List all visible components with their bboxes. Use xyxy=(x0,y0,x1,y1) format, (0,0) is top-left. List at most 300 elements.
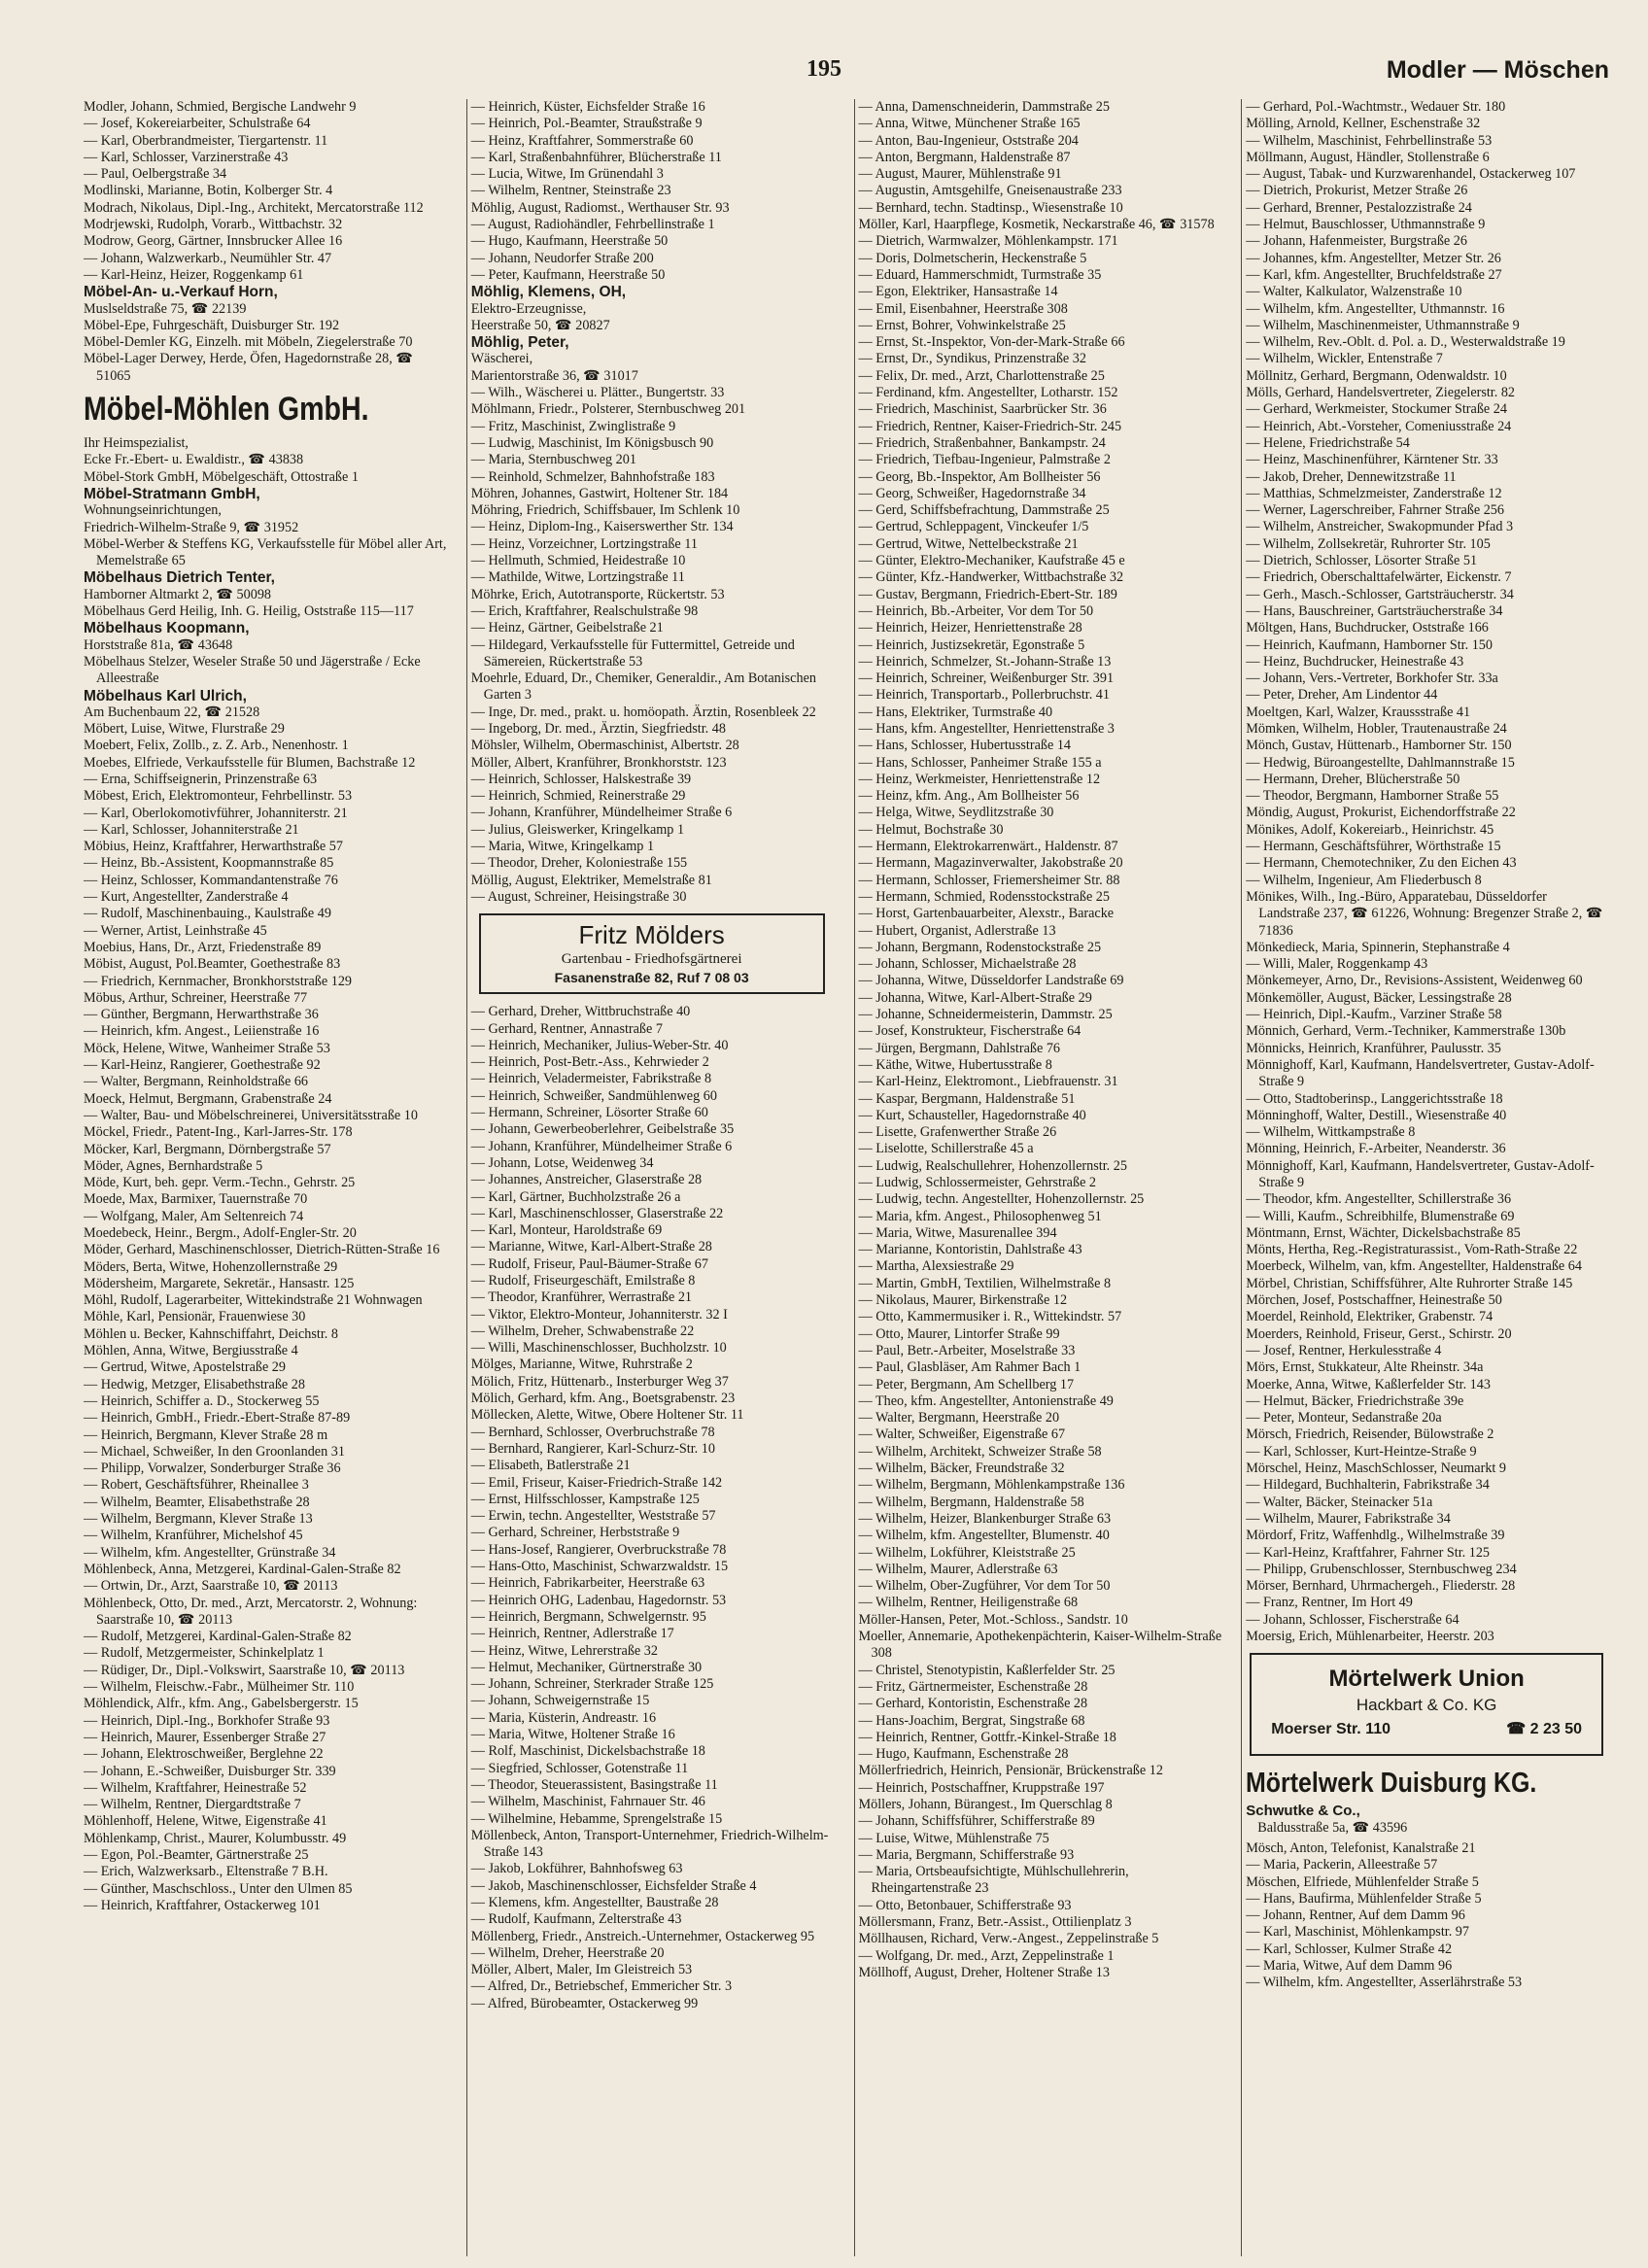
directory-entry: — Jakob, Maschinenschlosser, Eichsfelder Straße 4 xyxy=(470,1877,757,1894)
directory-entry: Möhren, Johannes, Gastwirt, Holtener Str. 184 xyxy=(470,485,729,501)
directory-entry: — Wilhelm, Fleischw.-Fabr., Mülheimer Str. 110 xyxy=(84,1679,355,1696)
directory-entry: — Peter, Monteur, Sedanstraße 20a xyxy=(1246,1410,1442,1426)
page-number: 195 xyxy=(807,56,841,82)
directory-entry: — Liselotte, Schillerstraße 45 a xyxy=(858,1141,1034,1157)
directory-entry: — Johann, Bergmann, Rodenstockstraße 25 xyxy=(858,939,1102,955)
advert-line: Gartenbau - Friedhofsgärtnerei xyxy=(561,951,742,968)
directory-entry: Möbel-Demler KG, Einzelh. mit Möbeln, Ziegelerstraße 70 xyxy=(84,334,413,351)
directory-entry: Möhlen u. Becker, Kahnschiffahrt, Deichstr. 8 xyxy=(84,1325,338,1342)
directory-entry: — Hans, Schlosser, Panheimer Straße 155 a xyxy=(858,754,1102,771)
advert-line: Schwutke & Co., xyxy=(1246,1803,1360,1820)
directory-entry: — Wilhelm, Kraftfahrer, Heinestraße 52 xyxy=(84,1779,307,1796)
directory-entry: Modrjewski, Rudolph, Vorarb., Wittbachstr. 32 xyxy=(84,217,343,233)
directory-entry: — Reinhold, Schmelzer, Bahnhofstraße 183 xyxy=(470,468,715,485)
directory-entry: Moeller, Annemarie, Apothekenpächterin, Kaiser-Wilhelm-Straße 308 xyxy=(858,1629,1222,1662)
directory-entry: Mörser, Bernhard, Uhrmachergeh., Fliederstr. 28 xyxy=(1246,1578,1516,1595)
directory-entry: — Erich, Walzwerksarb., Eltenstraße 7 B.H. xyxy=(84,1864,328,1880)
directory-entry: Moerbeck, Wilhelm, van, kfm. Angestellter, Haldenstraße 64 xyxy=(1246,1258,1582,1275)
directory-entry: — Felix, Dr. med., Arzt, Charlottenstraße 25 xyxy=(858,367,1105,384)
directory-entry: — Nikolaus, Maurer, Birkenstraße 12 xyxy=(858,1292,1068,1309)
directory-entry: Mönkedieck, Maria, Spinnerin, Stephanstraße 4 xyxy=(1246,939,1510,955)
directory-entry: — Karl, Straßenbahnführer, Blücherstraße 11 xyxy=(470,149,722,165)
directory-entry: — Wilhelm, kfm. Angestellter, Grünstraße 34 xyxy=(84,1544,336,1561)
directory-entry: — Heinrich, Fabrikarbeiter, Heerstraße 63 xyxy=(470,1575,705,1592)
directory-entry: — Josef, Rentner, Herkulesstraße 4 xyxy=(1246,1342,1442,1358)
directory-entry: Möhlmann, Friedr., Polsterer, Sternbuschweg 201 xyxy=(470,401,746,418)
directory-entry: — Luise, Witwe, Mühlenstraße 75 xyxy=(858,1830,1049,1846)
directory-entry: — Heinrich, Rentner, Gottfr.-Kinkel-Straße 18 xyxy=(858,1729,1116,1745)
directory-entry: — Johann, Schreiner, Sterkrader Straße 125 xyxy=(470,1676,714,1693)
directory-entry: — Johann, Schlosser, Fischerstraße 64 xyxy=(1246,1611,1459,1628)
directory-entry: Friedrich-Wilhelm-Straße 9, ☎ 31952 xyxy=(84,519,299,535)
directory-entry: — Hermann, Elektrokarrenwärt., Haldenstr. 87 xyxy=(858,839,1118,855)
directory-entry: — Emil, Eisenbahner, Heerstraße 308 xyxy=(858,300,1068,317)
directory-entry: — Heinz, Buchdrucker, Heinestraße 43 xyxy=(1246,653,1464,670)
directory-entry: — Fritz, Gärtnermeister, Eschenstraße 28 xyxy=(858,1678,1088,1695)
directory-entry: — Maria, Witwe, Kringelkamp 1 xyxy=(470,839,655,855)
directory-entry: Mönnighoff, Karl, Kaufmann, Handelsvertreter, Gustav-Adolf-Straße 9 xyxy=(1246,1056,1595,1090)
directory-entry: Möhlenkamp, Christ., Maurer, Kolumbusstr. 49 xyxy=(84,1830,347,1846)
directory-entry: — Peter, Dreher, Am Lindentor 44 xyxy=(1246,687,1438,704)
directory-entry: — Karl, Schlosser, Johanniterstraße 21 xyxy=(84,821,299,838)
directory-entry: Moeltgen, Karl, Walzer, Kraussstraße 41 xyxy=(1246,704,1471,720)
directory-entry: — Kurt, Angestellter, Zanderstraße 4 xyxy=(84,889,289,906)
directory-entry: — Helene, Friedrichstraße 54 xyxy=(1246,434,1410,451)
directory-entry: — Lisette, Grafenwerther Straße 26 xyxy=(858,1124,1057,1141)
directory-entry: — Willi, Kaufm., Schreibhilfe, Blumenstraße 69 xyxy=(1246,1208,1515,1224)
directory-entry: Möbist, August, Pol.Beamter, Goethestraße 83 xyxy=(84,956,341,973)
company-entry: Möbelhaus Dietrich Tenter, xyxy=(84,569,275,587)
directory-entry: Möckel, Friedr., Patent-Ing., Karl-Jarres-Str. 178 xyxy=(84,1124,353,1141)
directory-entry: Muslseldstraße 75, ☎ 22139 xyxy=(84,300,247,317)
directory-entry: — Ludwig, Schlossermeister, Gehrstraße 2 xyxy=(858,1175,1097,1190)
directory-entry: — Georg, Schweißer, Hagedornstraße 34 xyxy=(858,485,1086,501)
directory-entry: Möhlenhoff, Helene, Witwe, Eigenstraße 41 xyxy=(84,1813,327,1830)
directory-entry: — Karl, Maschinenschlosser, Glaserstraße 22 xyxy=(470,1205,724,1221)
directory-entry: — Heinrich, Bergmann, Klever Straße 28 m xyxy=(84,1426,328,1443)
directory-entry: — Maria, Küsterin, Andreastr. 16 xyxy=(470,1709,657,1726)
directory-entry: Möller, Albert, Maler, Im Gleistreich 53 xyxy=(470,1962,693,1978)
directory-entry: Moehrle, Eduard, Dr., Chemiker, Generaldir., Am Botanischen Garten 3 xyxy=(470,670,816,704)
directory-entry: — Friedrich, Oberschalttafelwärter, Eickenstr. 7 xyxy=(1246,569,1512,586)
directory-entry: — Paul, Betr.-Arbeiter, Moselstraße 33 xyxy=(858,1342,1076,1358)
directory-entry: Mörs, Ernst, Stukkateur, Alte Rheinstr. 34a xyxy=(1246,1359,1484,1376)
directory-entry: Möder, Gerhard, Maschinenschlosser, Dietrich-Rütten-Straße 16 xyxy=(84,1242,440,1258)
directory-entry: Möbert, Luise, Witwe, Flurstraße 29 xyxy=(84,721,285,738)
directory-entry: Mönts, Hertha, Reg.-Registraturassist., Vom-Rath-Straße 22 xyxy=(1246,1242,1578,1258)
company-entry: Möhlig, Peter, xyxy=(470,334,569,352)
directory-entry: — Walter, Bau- und Möbelschreinerei, Universitätsstraße 10 xyxy=(84,1107,418,1123)
directory-entry: — Günter, Elektro-Mechaniker, Kaufstraße 45 e xyxy=(858,553,1125,569)
directory-entry: — Friedrich, Tiefbau-Ingenieur, Palmstraße 2 xyxy=(858,452,1111,468)
directory-entry: Ecke Fr.-Ebert- u. Ewaldistr., ☎ 43838 xyxy=(84,452,304,468)
directory-entry: — Wilhelm, Maurer, Adlerstraße 63 xyxy=(858,1561,1058,1577)
directory-entry: — Wilhelm, Maschinenmeister, Uthmannstraße 9 xyxy=(1246,317,1520,333)
directory-entry: Möller, Karl, Haarpflege, Kosmetik, Neckarstraße 46, ☎ 31578 xyxy=(858,217,1215,233)
directory-entry: Mönnighoff, Karl, Kaufmann, Handelsvertreter, Gustav-Adolf-Straße 9 xyxy=(1246,1157,1595,1190)
directory-entry: Möders, Berta, Witwe, Hohenzollernstraße 29 xyxy=(84,1258,338,1275)
directory-entry: — Peter, Kaufmann, Heerstraße 50 xyxy=(470,266,666,283)
directory-entry: Möbest, Erich, Elektromonteur, Fehrbellinstr. 53 xyxy=(84,788,353,805)
directory-entry: Möhring, Friedrich, Schiffsbauer, Im Schlenk 10 xyxy=(470,502,740,519)
directory-entry: — Augustin, Amtsgehilfe, Gneisenaustraße 233 xyxy=(858,183,1122,199)
directory-entry: Möltgen, Hans, Buchdrucker, Oststraße 166 xyxy=(1246,620,1489,636)
directory-entry: Möschen, Elfriede, Mühlenfelder Straße 5 xyxy=(1246,1873,1479,1890)
directory-entry: — Inge, Dr. med., prakt. u. homöopath. Ärztin, Rosenbleek 22 xyxy=(470,704,816,720)
directory-entry: — Maria, Packerin, Alleestraße 57 xyxy=(1246,1857,1438,1873)
directory-entry: Möhlenbeck, Anna, Metzgerei, Kardinal-Galen-Straße 82 xyxy=(84,1561,401,1577)
directory-entry: — Bernhard, Rangierer, Karl-Schurz-Str. 10 xyxy=(470,1440,715,1457)
directory-entry: — Johann, Walzwerkarb., Neumühler Str. 47 xyxy=(84,250,332,266)
company-entry: Möbel-Stratmann GmbH, xyxy=(84,485,260,502)
directory-entry: Moeck, Helmut, Bergmann, Grabenstraße 24 xyxy=(84,1090,332,1107)
directory-entry: — Gertrud, Schleppagent, Vinckeufer 1/5 xyxy=(858,519,1089,535)
directory-entry: — Theodor, Dreher, Koloniestraße 155 xyxy=(470,855,688,872)
directory-entry: — Karl, Schlosser, Varzinerstraße 43 xyxy=(84,149,289,165)
directory-entry: — Günter, Kfz.-Handwerker, Wittbachstraße 32 xyxy=(858,569,1124,586)
directory-entry: — Erwin, techn. Angestellter, Weststraße 57 xyxy=(470,1508,716,1525)
directory-entry: — Heinrich, Schweißer, Sandmühlenweg 60 xyxy=(470,1087,717,1104)
directory-entry: — Heinz, Maschinenführer, Kärntener Str. 33 xyxy=(1246,452,1498,468)
directory-entry: — Gertrud, Witwe, Nettelbeckstraße 21 xyxy=(858,535,1079,552)
directory-entry: Möllers, Johann, Bürangest., Im Querschlag 8 xyxy=(858,1796,1113,1812)
directory-entry: — Werner, Artist, Leinhstraße 45 xyxy=(84,922,267,939)
directory-entry: — Heinz, Gärtner, Geibelstraße 21 xyxy=(470,620,664,636)
directory-entry: — Heinrich, Dipl.-Kaufm., Varziner Straße 58 xyxy=(1246,1007,1502,1023)
directory-entry: — Karl-Heinz, Elektromont., Liebfrauenstr. 31 xyxy=(858,1074,1118,1090)
directory-entry: Mörchen, Josef, Postschaffner, Heinestraße 50 xyxy=(1246,1292,1502,1309)
directory-entry: Moebes, Elfriede, Verkaufsstelle für Blumen, Bachstraße 12 xyxy=(84,754,416,771)
advert-title: Mörtelwerk Union xyxy=(1328,1666,1525,1693)
directory-entry: — Johann, Hafenmeister, Burgstraße 26 xyxy=(1246,233,1467,250)
directory-entry: Mödersheim, Margarete, Sekretär., Hansastr. 125 xyxy=(84,1275,355,1291)
directory-entry: — Helga, Witwe, Seydlitzstraße 30 xyxy=(858,805,1054,821)
directory-entry: — Ludwig, Realschullehrer, Hohenzollernstr. 25 xyxy=(858,1157,1127,1174)
directory-entry: Möde, Kurt, beh. gepr. Verm.-Techn., Gehrstr. 25 xyxy=(84,1175,356,1191)
directory-entry: — Wilhelm, Dreher, Schwabenstraße 22 xyxy=(470,1323,695,1339)
directory-entry: — Georg, Bb.-Inspektor, Am Bollheister 56 xyxy=(858,468,1101,485)
directory-entry: — Rudolf, Friseur, Paul-Bäumer-Straße 67 xyxy=(470,1255,708,1272)
directory-entry: — Hugo, Kaufmann, Heerstraße 50 xyxy=(470,233,669,250)
directory-entry: Möllenbeck, Anton, Transport-Unternehmer, Friedrich-Wilhelm-Straße 143 xyxy=(470,1827,829,1861)
directory-entry: Moedebeck, Heinr., Bergm., Adolf-Engler-Str. 20 xyxy=(84,1225,357,1241)
directory-entry: — Käthe, Witwe, Hubertusstraße 8 xyxy=(858,1056,1052,1073)
directory-entry: — Johannes, Anstreicher, Glaserstraße 28 xyxy=(470,1172,703,1188)
directory-entry: — Heinrich, Schmelzer, St.-Johann-Straße 13 xyxy=(858,653,1112,670)
directory-entry: — Friedrich, Rentner, Kaiser-Friedrich-Str. 245 xyxy=(858,418,1122,434)
directory-column-3 xyxy=(854,99,1222,2256)
directory-entry: — Christel, Stenotypistin, Kaßlerfelder Str. 25 xyxy=(858,1662,1116,1678)
directory-entry: — Wilhelm, Bergmann, Klever Straße 13 xyxy=(84,1511,313,1528)
directory-entry: — Heinz, Kraftfahrer, Sommerstraße 60 xyxy=(470,132,694,149)
directory-entry: Möntmann, Ernst, Wächter, Dickelsbachstraße 85 xyxy=(1246,1224,1521,1241)
advert-title: Fritz Mölders xyxy=(578,920,725,950)
directory-entry: Mönkemöller, August, Bäcker, Lessingstraße 28 xyxy=(1246,989,1512,1006)
directory-entry: Möllnitz, Gerhard, Bergmann, Odenwaldstr. 10 xyxy=(1246,367,1507,384)
directory-entry: — Wilhelm, Architekt, Schweizer Straße 58 xyxy=(858,1443,1102,1460)
page-header xyxy=(39,56,1609,89)
directory-entry: — Heinz, Vorzeichner, Lortzingstraße 11 xyxy=(470,535,698,552)
advert-molders xyxy=(479,913,825,994)
directory-entry: — Heinrich, Schreiner, Weißenburger Str. 391 xyxy=(858,670,1115,687)
directory-entry: — Jakob, Dreher, Dennewitzstraße 11 xyxy=(1246,468,1457,485)
directory-entry: — Johann, E.-Schweißer, Duisburger Str. 339 xyxy=(84,1763,336,1779)
directory-entry: — Marianne, Witwe, Karl-Albert-Straße 28 xyxy=(470,1239,712,1255)
directory-entry: Möhl, Rudolf, Lagerarbeiter, Wittekindstraße 21 Wohnwagen xyxy=(84,1292,423,1309)
advert-address: Baldusstraße 5a, ☎ 43596 xyxy=(1257,1819,1408,1836)
advert-line: Hackbart & Co. KG xyxy=(1356,1696,1497,1715)
directory-entry: — Theodor, kfm. Angestellter, Schillerstraße 36 xyxy=(1246,1191,1512,1208)
directory-entry: — Johann, Schiffsführer, Schifferstraße 89 xyxy=(858,1813,1095,1830)
directory-entry: Mönninghoff, Walter, Destill., Wiesenstraße 40 xyxy=(1246,1107,1507,1123)
directory-entry: — Ernst, Dr., Syndikus, Prinzenstraße 32 xyxy=(858,351,1086,367)
directory-entry: — Otto, Kammermusiker i. R., Wittekindstr. 57 xyxy=(858,1309,1122,1325)
directory-entry: — Helmut, Mechaniker, Gürtnerstraße 30 xyxy=(470,1659,703,1675)
directory-entry: Mölges, Marianne, Witwe, Ruhrstraße 2 xyxy=(470,1357,693,1373)
directory-entry: — Wilhelm, Ingenieur, Am Fliederbusch 8 xyxy=(1246,872,1482,888)
directory-entry: — Marianne, Kontoristin, Dahlstraße 43 xyxy=(858,1242,1082,1258)
directory-entry: — Ernst, Bohrer, Vohwinkelstraße 25 xyxy=(858,317,1066,333)
directory-entry: — Ernst, Hilfsschlosser, Kampstraße 125 xyxy=(470,1491,700,1507)
directory-entry: Möhrke, Erich, Autotransporte, Rückertstr. 53 xyxy=(470,586,725,602)
directory-entry: — Günther, Bergmann, Herwarthstraße 36 xyxy=(84,1007,319,1023)
directory-entry: Mördorf, Fritz, Waffenhdlg., Wilhelmstraße 39 xyxy=(1246,1528,1505,1544)
directory-entry: — Gerh., Masch.-Schlosser, Gartsträucherstr. 34 xyxy=(1246,586,1514,602)
company-entry: Möhlig, Klemens, OH, xyxy=(470,284,627,301)
directory-entry: — Heinz, Witwe, Lehrerstraße 32 xyxy=(470,1642,658,1659)
directory-entry: Mömken, Wilhelm, Hobler, Trautenaustraße 24 xyxy=(1246,720,1507,737)
directory-entry: — Karl, Schlosser, Kulmer Straße 42 xyxy=(1246,1941,1453,1957)
directory-entry: Möbel-Epe, Fuhrgeschäft, Duisburger Str. 192 xyxy=(84,317,340,333)
company-entry: Möbel-An- u.-Verkauf Horn, xyxy=(84,284,278,301)
directory-entry: — Hedwig, Büroangestellte, Dahlmannstraße 15 xyxy=(1246,754,1515,771)
directory-entry: — Hildegard, Verkaufsstelle für Futtermittel, Getreide und Sämereien, Rückertstraße 53 xyxy=(470,636,795,670)
directory-entry: — Heinrich, Kraftfahrer, Ostackerweg 101 xyxy=(84,1897,321,1913)
directory-entry: Möller, Albert, Kranführer, Bronkhorststr. 123 xyxy=(470,754,727,771)
directory-entry: — Wilhelm, Maurer, Fabrikstraße 34 xyxy=(1246,1510,1451,1527)
directory-entry: — Walter, Bergmann, Heerstraße 20 xyxy=(858,1410,1060,1426)
directory-entry: — Karl, Oberbrandmeister, Tiergartenstr. 11 xyxy=(84,132,328,149)
directory-entry: Am Buchenbaum 22, ☎ 21528 xyxy=(84,704,260,720)
directory-entry: — Johann, Schweigernstraße 15 xyxy=(470,1693,650,1709)
directory-entry: — Mathilde, Witwe, Lortzingstraße 11 xyxy=(470,569,685,586)
directory-entry: — Heinrich, Schmied, Reinerstraße 29 xyxy=(470,788,686,805)
directory-entry: — Gerhard, Schreiner, Herbststraße 9 xyxy=(470,1525,680,1541)
directory-entry: — Rolf, Maschinist, Dickelsbachstraße 18 xyxy=(470,1743,705,1760)
directory-entry: — Maria, Sternbuschweg 201 xyxy=(470,452,636,468)
directory-entry: — Wilhelm, kfm. Angestellter, Uthmannstr. 16 xyxy=(1246,300,1505,317)
directory-entry: — Wilhelm, Kranführer, Michelshof 45 xyxy=(84,1528,303,1544)
directory-entry: — Hermann, Schmied, Rodensstockstraße 25 xyxy=(858,888,1110,905)
directory-entry: — Emil, Friseur, Kaiser-Friedrich-Straße 142 xyxy=(470,1474,723,1491)
directory-entry: — Hildegard, Buchhalterin, Fabrikstraße 34 xyxy=(1246,1477,1490,1494)
directory-entry: — Martha, Alexsiestraße 29 xyxy=(858,1258,1014,1275)
directory-entry: — Karl, kfm. Angestellter, Bruchfeldstraße 27 xyxy=(1246,266,1502,283)
directory-entry: Mönch, Gustav, Hüttenarb., Hamborner Str. 150 xyxy=(1246,738,1512,754)
directory-entry: Möbelhaus Gerd Heilig, Inh. G. Heilig, Oststraße 115—117 xyxy=(84,603,414,620)
directory-entry: — Rudolf, Metzgerei, Kardinal-Galen-Straße 82 xyxy=(84,1629,352,1645)
directory-entry: — Anna, Damenschneiderin, Dammstraße 25 xyxy=(858,99,1110,115)
directory-entry: — Martin, GmbH, Textilien, Wilhelmstraße 8 xyxy=(858,1275,1112,1291)
directory-entry: Marientorstraße 36, ☎ 31017 xyxy=(470,367,638,384)
directory-entry: — Matthias, Schmelzmeister, Zanderstraße 12 xyxy=(1246,485,1502,501)
directory-entry: Möhsler, Wilhelm, Obermaschinist, Albertstr. 28 xyxy=(470,738,739,754)
directory-entry: — Gerhard, Brenner, Pestalozzistraße 24 xyxy=(1246,199,1472,216)
directory-entry: — August, Radiohändler, Fehrbellinstraße 1 xyxy=(470,217,715,233)
directory-entry: — Helmut, Bochstraße 30 xyxy=(858,821,1004,838)
directory-entry: — Johann, Elektroschweißer, Berglehne 22 xyxy=(84,1746,324,1763)
directory-entry: — Johann, Neudorfer Straße 200 xyxy=(470,250,654,266)
directory-entry: — Jürgen, Bergmann, Dahlstraße 76 xyxy=(858,1040,1061,1056)
directory-entry: Moede, Max, Barmixer, Tauernstraße 70 xyxy=(84,1191,308,1208)
directory-entry: — Wolfgang, Maler, Am Seltenreich 74 xyxy=(84,1208,304,1224)
directory-entry: — Ludwig, Maschinist, Im Königsbusch 90 xyxy=(470,434,714,451)
directory-entry: — Helmut, Bauschlosser, Uthmannstraße 9 xyxy=(1246,217,1486,233)
directory-entry: — Heinrich, Postschaffner, Kruppstraße 197 xyxy=(858,1779,1105,1796)
advert-address: Fasanenstraße 82, Ruf 7 08 03 xyxy=(554,970,749,986)
directory-entry: Möhlendick, Alfr., kfm. Ang., Gabelsbergerstr. 15 xyxy=(84,1696,359,1712)
directory-entry: Mönikes, Adolf, Kokereiarb., Heinrichstr. 45 xyxy=(1246,821,1494,838)
directory-entry: — Hans, kfm. Angestellter, Henriettenstraße 3 xyxy=(858,720,1115,737)
directory-entry: — Doris, Dolmetscherin, Heckenstraße 5 xyxy=(858,250,1087,266)
directory-entry: — Heinrich, GmbH., Friedr.-Ebert-Straße 87-89 xyxy=(84,1410,351,1426)
advert-address: Moerser Str. 110 xyxy=(1271,1721,1390,1738)
directory-entry: — Karl, Gärtner, Buchholzstraße 26 a xyxy=(470,1188,681,1205)
directory-entry: — Alfred, Bürobeamter, Ostackerweg 99 xyxy=(470,1995,699,2011)
directory-entry: Möbel-Stork GmbH, Möbelgeschäft, Ottostraße 1 xyxy=(84,468,359,485)
directory-entry: — Wilhelm, Heizer, Blankenburger Straße 63 xyxy=(858,1510,1112,1527)
directory-entry: Möbus, Arthur, Schreiner, Heerstraße 77 xyxy=(84,989,308,1006)
directory-entry: — Wilhelm, Bäcker, Freundstraße 32 xyxy=(858,1460,1065,1477)
directory-entry: — Wilhelm, Bergmann, Möhlenkampstraße 136 xyxy=(858,1477,1125,1494)
directory-entry: — Heinrich, Pol.-Beamter, Straußstraße 9 xyxy=(470,116,703,132)
directory-entry: Möck, Helene, Witwe, Wanheimer Straße 53 xyxy=(84,1040,330,1056)
directory-entry: — Viktor, Elektro-Monteur, Johanniterstr. 32 I xyxy=(470,1306,728,1323)
directory-entry: — Wilhelm, Rentner, Steinstraße 23 xyxy=(470,183,671,199)
directory-entry: — Heinz, Diplom-Ing., Kaiserswerther Str. 134 xyxy=(470,519,734,535)
directory-entry: Möder, Agnes, Bernhardstraße 5 xyxy=(84,1157,263,1174)
company-entry: Möbelhaus Karl Ulrich, xyxy=(84,687,247,704)
directory-entry: — Bernhard, techn. Stadtinsp., Wiesenstraße 10 xyxy=(858,199,1123,216)
directory-entry: — Wilhelm, Rentner, Heiligenstraße 68 xyxy=(858,1595,1079,1611)
directory-entry: — Heinrich, Rentner, Adlerstraße 17 xyxy=(470,1626,674,1642)
directory-entry: Mörsch, Friedrich, Reisender, Bülowstraße 2 xyxy=(1246,1426,1494,1443)
directory-entry: — Friedrich, Kernmacher, Bronkhorststraße 129 xyxy=(84,973,353,989)
directory-entry: — Theodor, Bergmann, Hamborner Straße 55 xyxy=(1246,788,1499,805)
directory-entry: — Wilhelm, Wickler, Entenstraße 7 xyxy=(1246,351,1443,367)
directory-entry: — Dietrich, Prokurist, Metzer Straße 26 xyxy=(1246,183,1468,199)
directory-entry: — Wilhelm, kfm. Angestellter, Asserlährstraße 53 xyxy=(1246,1975,1523,1991)
directory-entry: Möcker, Karl, Bergmann, Dörnbergstraße 57 xyxy=(84,1141,331,1157)
directory-entry: Mörschel, Heinz, MaschSchlosser, Neumarkt 9 xyxy=(1246,1460,1506,1477)
directory-entry: Mörbel, Christian, Schiffsführer, Alte Ruhrorter Straße 145 xyxy=(1246,1275,1573,1291)
directory-entry: Modrach, Nikolaus, Dipl.-Ing., Architekt, Mercatorstraße 112 xyxy=(84,199,424,216)
directory-entry: — Maria, Ortsbeaufsichtigte, Mühlschullehrerin, Rheingartenstraße 23 xyxy=(858,1864,1129,1897)
company-banner: Möbel-Möhlen GmbH. xyxy=(84,391,369,429)
directory-entry: — Wilhelm, Lokführer, Kleiststraße 25 xyxy=(858,1544,1076,1561)
directory-entry: Möbel-Werber & Steffens KG, Verkaufsstelle für Möbel aller Art, Memelstraße 65 xyxy=(84,535,447,569)
directory-entry: — Heinz, Werkmeister, Henriettenstraße 12 xyxy=(858,771,1101,787)
directory-entry: — Paul, Oelbergstraße 34 xyxy=(84,166,227,183)
directory-entry: — Heinz, Schlosser, Kommandantenstraße 76 xyxy=(84,872,338,888)
directory-entry: — Heinz, Bb.-Assistent, Koopmannstraße 85 xyxy=(84,855,334,872)
directory-entry: — Maria, Witwe, Auf dem Damm 96 xyxy=(1246,1957,1453,1974)
directory-entry: — Heinrich, Transportarb., Pollerbruchstr. 41 xyxy=(858,687,1110,704)
directory-entry: — Gerhard, Rentner, Annastraße 7 xyxy=(470,1020,663,1037)
directory-entry: — Eduard, Hammerschmidt, Turmstraße 35 xyxy=(858,266,1102,283)
directory-entry: — Friedrich, Straßenbahner, Bankampstr. 24 xyxy=(858,434,1106,451)
directory-entry: — Franz, Rentner, Im Hort 49 xyxy=(1246,1595,1413,1611)
directory-entry: Mönning, Heinrich, F.-Arbeiter, Neanderstr. 36 xyxy=(1246,1141,1506,1157)
directory-entry: — Lucia, Witwe, Im Grünendahl 3 xyxy=(470,166,664,183)
directory-entry: — Johannes, kfm. Angestellter, Metzer Str. 26 xyxy=(1246,250,1501,266)
directory-entry: — Karl-Heinz, Heizer, Roggenkamp 61 xyxy=(84,266,304,283)
directory-entry: — Hedwig, Metzger, Elisabethstraße 28 xyxy=(84,1376,305,1392)
directory-entry: — Wilhelm, Bergmann, Haldenstraße 58 xyxy=(858,1494,1084,1510)
directory-entry: — Heinrich, Bergmann, Schwelgernstr. 95 xyxy=(470,1608,706,1625)
directory-entry: — Karl, Maschinist, Möhlenkampstr. 97 xyxy=(1246,1924,1469,1941)
advert-contact xyxy=(1259,1717,1594,1742)
directory-entry: — Alfred, Dr., Betriebschef, Emmericher Str. 3 xyxy=(470,1978,733,1995)
directory-entry: — Hermann, Chemotechniker, Zu den Eichen 43 xyxy=(1246,855,1517,872)
directory-entry: — Johann, Kranführer, Mündelheimer Straße 6 xyxy=(470,805,733,821)
directory-column-4 xyxy=(1241,99,1609,2256)
directory-entry: — Johanne, Schneidermeisterin, Dammstr. 25 xyxy=(858,1007,1113,1023)
directory-entry: — Johann, Gewerbeoberlehrer, Geibelstraße 35 xyxy=(470,1121,735,1138)
directory-entry: — Anton, Bergmann, Haldenstraße 87 xyxy=(858,149,1071,165)
directory-entry: — Gerhard, Kontoristin, Eschenstraße 28 xyxy=(858,1696,1088,1712)
directory-entry: — Karl-Heinz, Rangierer, Goethestraße 92 xyxy=(84,1057,321,1074)
directory-entry: — Karl-Heinz, Kraftfahrer, Fahrner Str. 125 xyxy=(1246,1544,1491,1561)
directory-entry: — Elisabeth, Batlerstraße 21 xyxy=(470,1458,631,1474)
directory-entry: Möhlen, Anna, Witwe, Bergiusstraße 4 xyxy=(84,1343,298,1359)
directory-entry: Möbius, Heinz, Kraftfahrer, Herwarthstraße 57 xyxy=(84,839,343,855)
directory-entry: — Philipp, Vorwalzer, Sonderburger Straße 36 xyxy=(84,1460,341,1477)
directory-entry: Mölich, Gerhard, kfm. Ang., Boetsgrabenstr. 23 xyxy=(470,1391,736,1407)
directory-entry: Möllig, August, Elektriker, Memelstraße 81 xyxy=(470,872,712,888)
directory-entry: — Anna, Witwe, Münchener Straße 165 xyxy=(858,116,1081,132)
directory-entry: — Fritz, Maschinist, Zwinglistraße 9 xyxy=(470,418,676,434)
directory-entry: — Wilhelmine, Hebamme, Sprengelstraße 15 xyxy=(470,1810,723,1827)
directory-entry: — Karl, Schlosser, Kurt-Heintze-Straße 9 xyxy=(1246,1443,1477,1460)
directory-entry: Möllhausen, Richard, Verw.-Angest., Zeppelinstraße 5 xyxy=(858,1931,1159,1947)
directory-entry: — Klemens, kfm. Angestellter, Baustraße 28 xyxy=(470,1894,719,1910)
directory-entry: — Walter, Bäcker, Steinacker 51a xyxy=(1246,1494,1433,1510)
directory-entry: — Gerhard, Dreher, Wittbruchstraße 40 xyxy=(470,1004,691,1020)
directory-column-2 xyxy=(466,99,835,2256)
directory-entry: — Heinrich, Veladermeister, Fabrikstraße 8 xyxy=(470,1071,712,1087)
directory-entry: — Heinrich OHG, Ladenbau, Hagedornstr. 53 xyxy=(470,1592,727,1608)
directory-entry: — Wilhelm, Ober-Zugführer, Vor dem Tor 50 xyxy=(858,1578,1111,1595)
directory-entry: — Heinrich, Schlosser, Halskestraße 39 xyxy=(470,771,692,787)
directory-entry: — Hans, Bauschreiner, Gartsträucherstraße 34 xyxy=(1246,602,1503,619)
directory-entry: — Hugo, Kaufmann, Eschenstraße 28 xyxy=(858,1746,1069,1763)
directory-entry: — August, Schreiner, Heisingstraße 30 xyxy=(470,888,687,905)
directory-entry: — Heinrich, Abt.-Vorsteher, Comeniusstraße 24 xyxy=(1246,418,1512,434)
directory-entry: — Bernhard, Schlosser, Overbruchstraße 78 xyxy=(470,1424,715,1440)
directory-entry: — Heinrich, Justizsekretär, Egonstraße 5 xyxy=(858,636,1085,653)
directory-entry: — Johann, Schlosser, Michaelstraße 28 xyxy=(858,956,1077,973)
directory-entry: Moerders, Reinhold, Friseur, Gerst., Schirstr. 20 xyxy=(1246,1325,1512,1342)
directory-entry: — Peter, Bergmann, Am Schellberg 17 xyxy=(858,1376,1075,1392)
directory-entry: Wohnungseinrichtungen, xyxy=(84,502,222,519)
directory-entry: — Otto, Betonbauer, Schifferstraße 93 xyxy=(858,1897,1072,1913)
directory-entry: — Johann, Lotse, Weidenweg 34 xyxy=(470,1154,654,1171)
directory-entry: — Willi, Maschinenschlosser, Buchholzstr. 10 xyxy=(470,1340,727,1357)
directory-entry: Möllersmann, Franz, Betr.-Assist., Ottilienplatz 3 xyxy=(858,1914,1132,1931)
directory-entry: — Wilhelm, Rentner, Diergardtstraße 7 xyxy=(84,1797,301,1813)
directory-entry: Moersig, Erich, Mühlenarbeiter, Heerstr. 203 xyxy=(1246,1629,1494,1645)
